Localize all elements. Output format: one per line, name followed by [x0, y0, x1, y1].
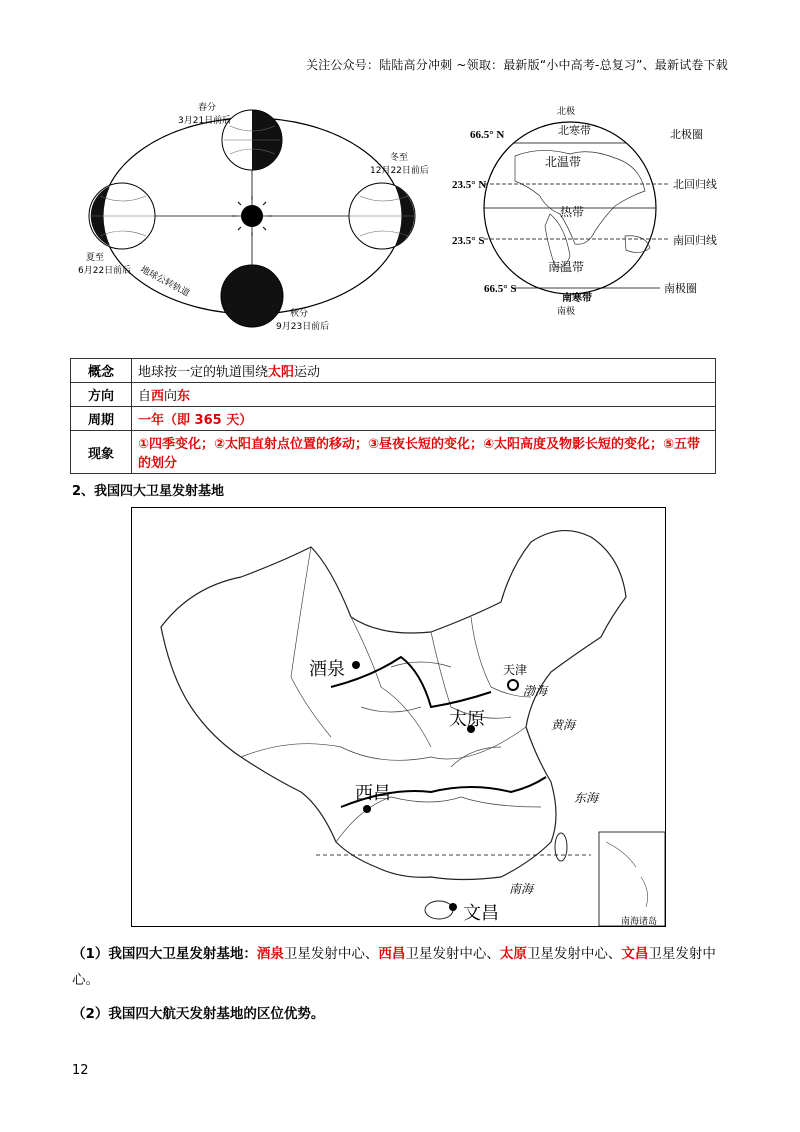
zone-north-frigid: 北寒带 [558, 124, 591, 137]
autumn-earth [221, 265, 283, 327]
line-capricorn: 南回归线 [673, 234, 717, 247]
south-china-sea-inset [599, 832, 665, 927]
table-row [71, 407, 716, 431]
row-key: 现象 [71, 431, 132, 474]
orbit-diagram [78, 101, 429, 332]
winter-earth [349, 183, 415, 249]
summer-date: 6月22日前后 [78, 266, 132, 276]
sea-bohai: 渤海 [523, 684, 548, 698]
question-2: （2）我国四大航天发射基地的区位优势。 [72, 1006, 325, 1022]
row-value: 地球按一定的轨道围绕太阳运动 [132, 359, 716, 383]
lat-23s: 23.5° S [452, 235, 485, 247]
jiuquan-marker [352, 661, 360, 669]
lat-66s: 66.5° S [484, 283, 517, 295]
city-tianjin: 天津 [503, 663, 528, 677]
row-key: 方向 [71, 383, 132, 407]
row-value: ①四季变化；②太阳直射点位置的移动；③昼夜长短的变化；④太阳高度及物影长短的变化；⑤五带的划分 [132, 431, 716, 474]
summer-earth [89, 183, 155, 249]
zone-north-temperate: 北温带 [545, 155, 582, 169]
sea-nanhai: 南海 [509, 882, 534, 896]
zone-south-frigid: 南寒带 [562, 293, 592, 304]
section-title: 2、我国四大卫星发射基地 [72, 484, 225, 499]
earth-figures [70, 96, 730, 336]
tianjin-marker [508, 680, 518, 690]
question-1: （1）我国四大卫星发射基地：酒泉卫星发射中心、西昌卫星发射中心、太原卫星发射中心、文昌卫星发射中心。 [72, 946, 716, 988]
city-taiyuan: 太原 [449, 709, 485, 730]
row-key: 周期 [71, 407, 132, 431]
revolution-table [70, 358, 716, 474]
row-value: 自西向东 [132, 383, 716, 407]
page-header: 关注公众号：陆陆高分冲刺 ~领取：最新版“小中高考-总复习”、最新试卷下载 [305, 58, 728, 72]
sea-donghai: 东海 [574, 791, 599, 805]
city-jiuquan: 酒泉 [309, 659, 345, 680]
autumn-date: 9月23日前后 [276, 322, 330, 332]
north-pole-label: 北极 [557, 107, 576, 117]
xichang-marker [363, 805, 371, 813]
winter-date: 12月22日前后 [370, 166, 429, 176]
table-row [71, 383, 716, 407]
sea-huanghai: 黄海 [551, 718, 576, 732]
lat-66n: 66.5° N [470, 129, 505, 141]
line-antarctic: 南极圈 [664, 282, 697, 295]
line-arctic: 北极圈 [670, 128, 703, 141]
wenchang-marker [449, 903, 457, 911]
city-xichang: 西昌 [355, 783, 391, 804]
inset-label: 南海诸岛 [621, 917, 658, 927]
china-map [131, 507, 666, 927]
row-value: 一年（即 365 天） [132, 407, 716, 431]
row-key: 概念 [71, 359, 132, 383]
orbit-label: 地球公转轨道 [138, 264, 191, 300]
page-number: 12 [72, 1063, 89, 1078]
winter-name: 冬至 [390, 153, 409, 163]
spring-date: 3月21日前后 [178, 116, 232, 126]
table-row [71, 431, 716, 474]
south-pole-label: 南极 [557, 307, 576, 317]
summer-name: 夏至 [86, 253, 105, 263]
line-cancer: 北回归线 [673, 178, 717, 191]
lat-23n: 23.5° N [452, 179, 487, 191]
zone-tropic: 热带 [560, 205, 585, 219]
city-wenchang: 文昌 [463, 903, 499, 924]
sun-icon [241, 205, 263, 227]
table-row [71, 359, 716, 383]
zone-south-temperate: 南温带 [548, 260, 585, 274]
autumn-name: 秋分 [290, 309, 309, 319]
globe-diagram [452, 105, 717, 317]
spring-name: 春分 [198, 103, 217, 113]
